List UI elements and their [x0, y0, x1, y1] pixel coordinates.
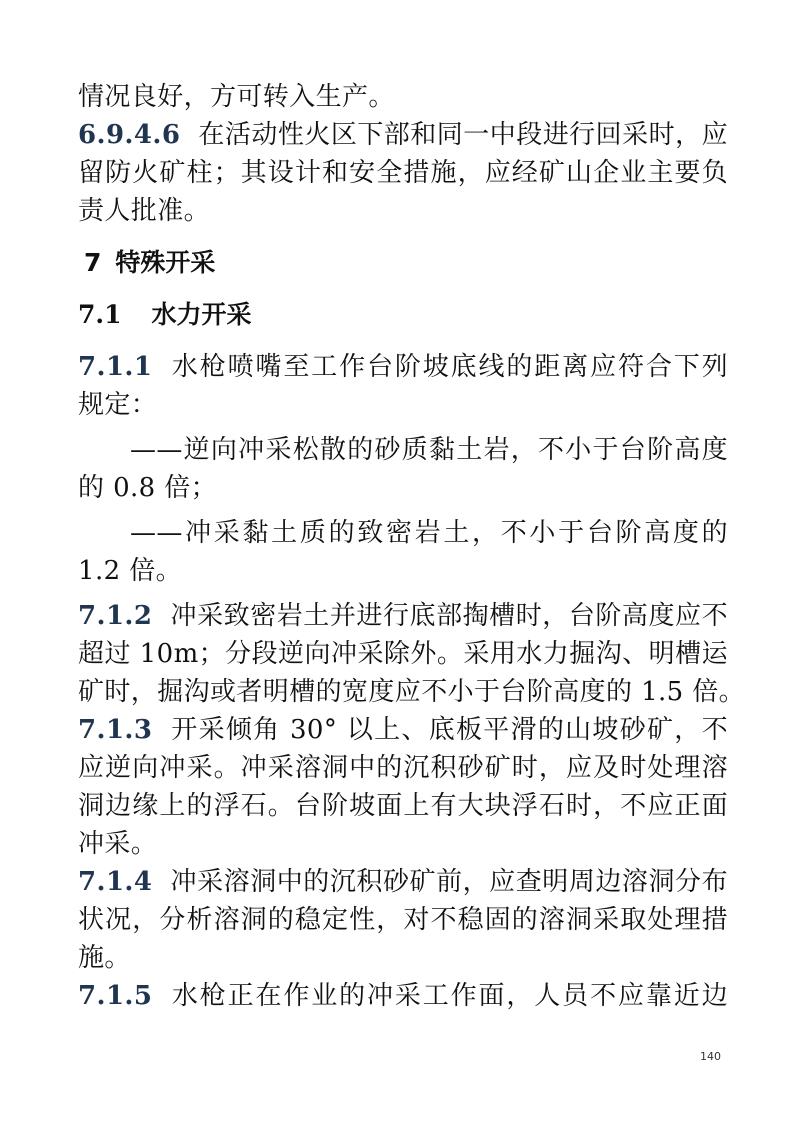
chapter-title: 特殊开采: [115, 248, 216, 277]
clause-text: 冲采致密岩土并进行底部掏槽时，台阶高度应不: [170, 601, 728, 631]
list-item-continuation: 1.2 倍。: [78, 556, 183, 586]
clause-text: 状况，分析溶洞的稳定性，对不稳固的溶洞采取处理措: [78, 905, 728, 935]
clause-number: 7.1.5: [78, 981, 153, 1011]
clause-7-1-5: [78, 977, 728, 1015]
clause-text: 水枪正在作业的冲采工作面，人员不应靠近边: [170, 981, 728, 1011]
clause-7-1-3: [78, 711, 728, 863]
chapter-number: 7: [84, 248, 102, 277]
clause-7-1-1: [78, 348, 728, 590]
clause-text: 超过 10m；分段逆向冲采除外。采用水力掘沟、明槽运: [78, 639, 728, 669]
list-item: ——逆向冲采松散的砂质黏土岩，不小于台阶高度: [130, 435, 728, 465]
clause-text: 在活动性火区下部和同一中段进行回采时，应: [198, 120, 728, 150]
clause-text: 矿时，掘沟或者明槽的宽度应不小于台阶高度的 1.5 倍。: [78, 677, 746, 707]
clause-number: 7.1.1: [78, 352, 153, 382]
clause-text: 规定：: [78, 390, 158, 420]
clause-text: 施。: [78, 943, 131, 973]
clause-text: 冲采溶洞中的沉积砂矿前，应查明周边溶洞分布: [170, 867, 728, 897]
document-page: [78, 78, 746, 1015]
clause-7-1-4: [78, 863, 728, 977]
section-number: 7.1: [78, 300, 122, 329]
clause-number: 7.1.2: [78, 601, 153, 631]
list-item-continuation: 的 0.8 倍；: [78, 473, 218, 503]
clause-7-1-2: [78, 597, 746, 711]
clause-text: 留防火矿柱；其设计和安全措施，应经矿山企业主要负: [78, 158, 728, 188]
clause-text: 洞边缘上的浮石。台阶坡面上有大块浮石时，不应正面: [78, 791, 728, 821]
page-number: 140: [700, 1050, 721, 1063]
chapter-heading: [78, 244, 728, 282]
list-item: ——冲采黏土质的致密岩土，不小于台阶高度的: [130, 518, 728, 548]
clause-text: 水枪喷嘴至工作台阶坡底线的距离应符合下列: [170, 352, 728, 382]
clause-number: 7.1.4: [78, 867, 153, 897]
clause-number: 6.9.4.6: [78, 120, 181, 150]
clause-number: 7.1.3: [78, 715, 153, 745]
paragraph-continuation: 情况良好，方可转入生产。: [78, 82, 395, 112]
clause-6-9-4-6: [78, 116, 728, 230]
clause-text: 应逆向冲采。冲采溶洞中的沉积砂矿时，应及时处理溶: [78, 753, 728, 783]
clause-text: 开采倾角 30° 以上、底板平滑的山坡砂矿，不: [170, 715, 728, 745]
section-heading: [78, 296, 728, 334]
clause-text: 责人批准。: [78, 196, 211, 226]
clause-text: 冲采。: [78, 829, 158, 859]
section-title: 水力开采: [151, 300, 252, 329]
